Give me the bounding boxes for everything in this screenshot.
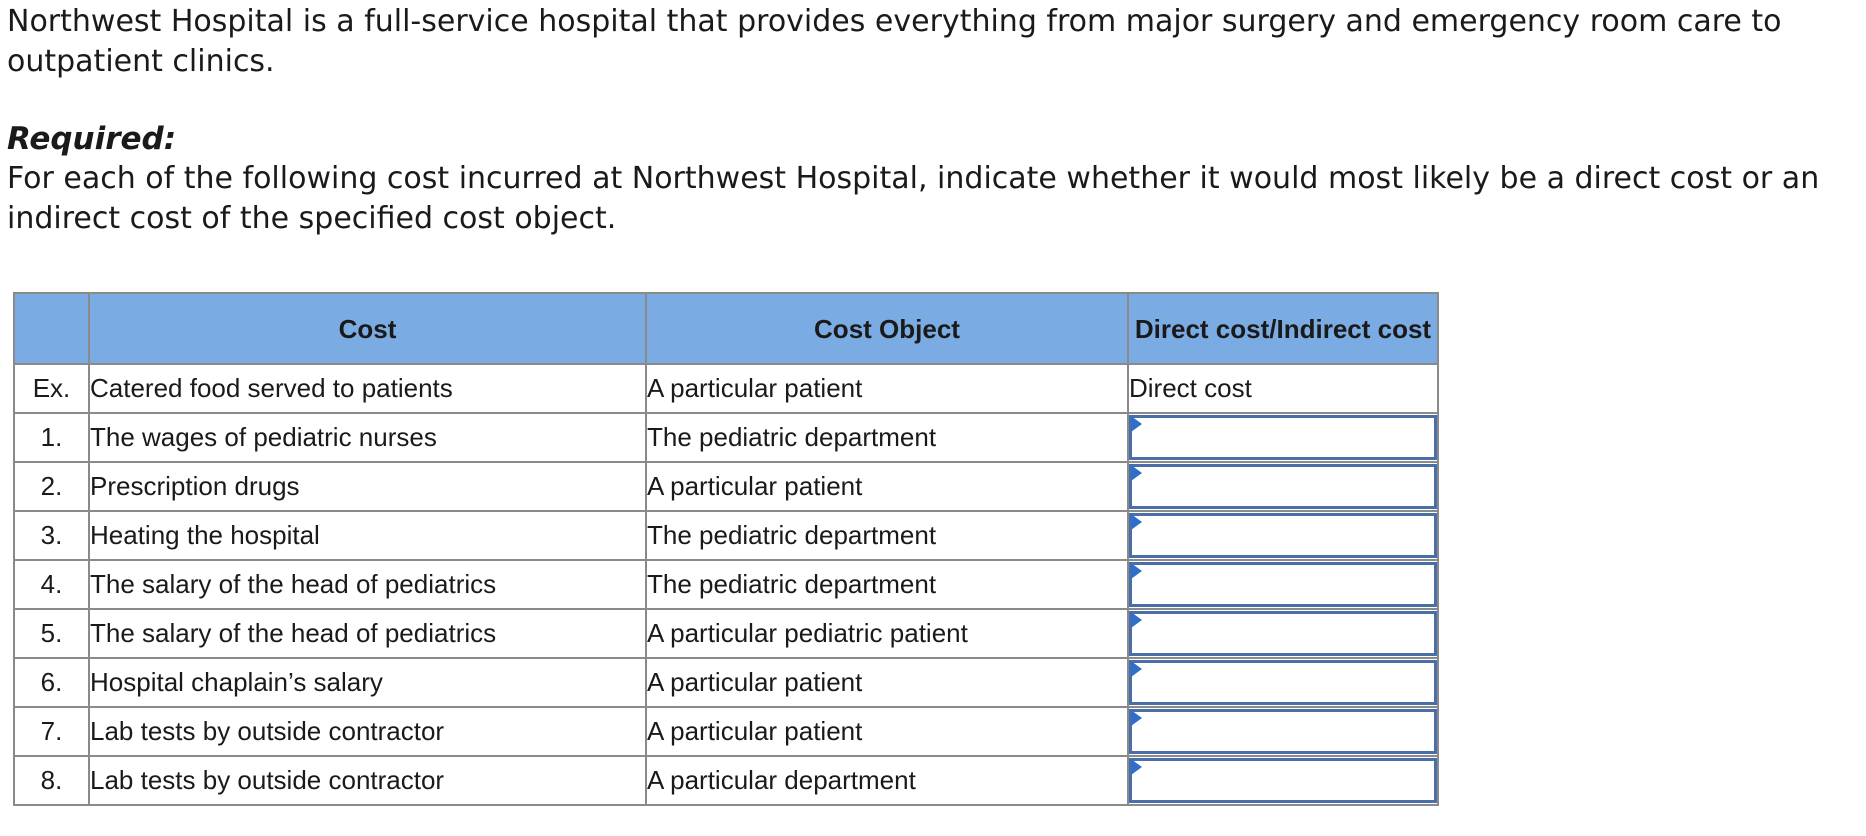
table-row <box>14 707 1438 756</box>
row-number: 3. <box>14 511 89 560</box>
table-row <box>14 462 1438 511</box>
dropdown-triangle-icon[interactable] <box>1131 710 1142 726</box>
cost-object-cell: A particular patient <box>646 462 1128 511</box>
row-number: 7. <box>14 707 89 756</box>
header-direct-indirect: Direct cost/Indirect cost <box>1128 293 1438 364</box>
cost-cell: Lab tests by outside contractor <box>89 707 646 756</box>
dropdown-triangle-icon[interactable] <box>1131 661 1142 677</box>
cost-object-cell: The pediatric department <box>646 413 1128 462</box>
cost-cell: The wages of pediatric nurses <box>89 413 646 462</box>
dropdown-triangle-icon[interactable] <box>1131 612 1142 628</box>
header-cost-object: Cost Object <box>646 293 1128 364</box>
answer-select-3[interactable] <box>1129 513 1437 558</box>
example-answer: Direct cost <box>1128 364 1438 413</box>
answer-cell <box>1128 413 1438 462</box>
header-cost: Cost <box>89 293 646 364</box>
dropdown-triangle-icon[interactable] <box>1131 759 1142 775</box>
table-header-row <box>14 293 1438 364</box>
row-number: 6. <box>14 658 89 707</box>
cost-object-cell: A particular patient <box>646 658 1128 707</box>
intro-paragraph: Northwest Hospital is a full-service hospital that provides everything from major surgery and emergency room care to outpatient clinics. <box>7 4 1782 79</box>
dropdown-triangle-icon[interactable] <box>1131 416 1142 432</box>
table-row <box>14 658 1438 707</box>
table-row <box>14 413 1438 462</box>
cost-classification-table <box>13 292 1439 806</box>
cost-cell: Catered food served to patients <box>89 364 646 413</box>
row-number: Ex. <box>14 364 89 413</box>
cost-cell: Hospital chaplain’s salary <box>89 658 646 707</box>
cost-object-cell: The pediatric department <box>646 560 1128 609</box>
cost-object-cell: A particular pediatric patient <box>646 609 1128 658</box>
answer-select-7[interactable] <box>1129 709 1437 754</box>
table-row <box>14 560 1438 609</box>
cost-cell: Prescription drugs <box>89 462 646 511</box>
required-instructions: For each of the following cost incurred at Northwest Hospital, indicate whether it would most likely be a direct cost or an indirect cost of the specified cost object. <box>7 161 1820 236</box>
answer-cell <box>1128 658 1438 707</box>
dropdown-triangle-icon[interactable] <box>1131 514 1142 530</box>
row-number: 5. <box>14 609 89 658</box>
row-number: 4. <box>14 560 89 609</box>
answer-select-2[interactable] <box>1129 464 1437 509</box>
header-number <box>14 293 89 364</box>
answer-select-4[interactable] <box>1129 562 1437 607</box>
answer-cell <box>1128 462 1438 511</box>
cost-cell: Lab tests by outside contractor <box>89 756 646 805</box>
cost-cell: The salary of the head of pediatrics <box>89 560 646 609</box>
cost-object-cell: A particular patient <box>646 364 1128 413</box>
answer-cell <box>1128 609 1438 658</box>
cost-cell: Heating the hospital <box>89 511 646 560</box>
answer-select-1[interactable] <box>1129 415 1437 460</box>
required-heading: Required: <box>7 121 177 157</box>
cost-object-cell: The pediatric department <box>646 511 1128 560</box>
answer-cell <box>1128 756 1438 805</box>
answer-cell <box>1128 707 1438 756</box>
example-row <box>14 364 1438 413</box>
table-row <box>14 756 1438 805</box>
dropdown-triangle-icon[interactable] <box>1131 563 1142 579</box>
cost-object-cell: A particular department <box>646 756 1128 805</box>
row-number: 2. <box>14 462 89 511</box>
table-row <box>14 511 1438 560</box>
cost-cell: The salary of the head of pediatrics <box>89 609 646 658</box>
row-number: 1. <box>14 413 89 462</box>
answer-select-8[interactable] <box>1129 758 1437 803</box>
cost-object-cell: A particular patient <box>646 707 1128 756</box>
dropdown-triangle-icon[interactable] <box>1131 465 1142 481</box>
answer-select-5[interactable] <box>1129 611 1437 656</box>
answer-cell <box>1128 511 1438 560</box>
answer-select-6[interactable] <box>1129 660 1437 705</box>
row-number: 8. <box>14 756 89 805</box>
table-row <box>14 609 1438 658</box>
answer-cell <box>1128 560 1438 609</box>
